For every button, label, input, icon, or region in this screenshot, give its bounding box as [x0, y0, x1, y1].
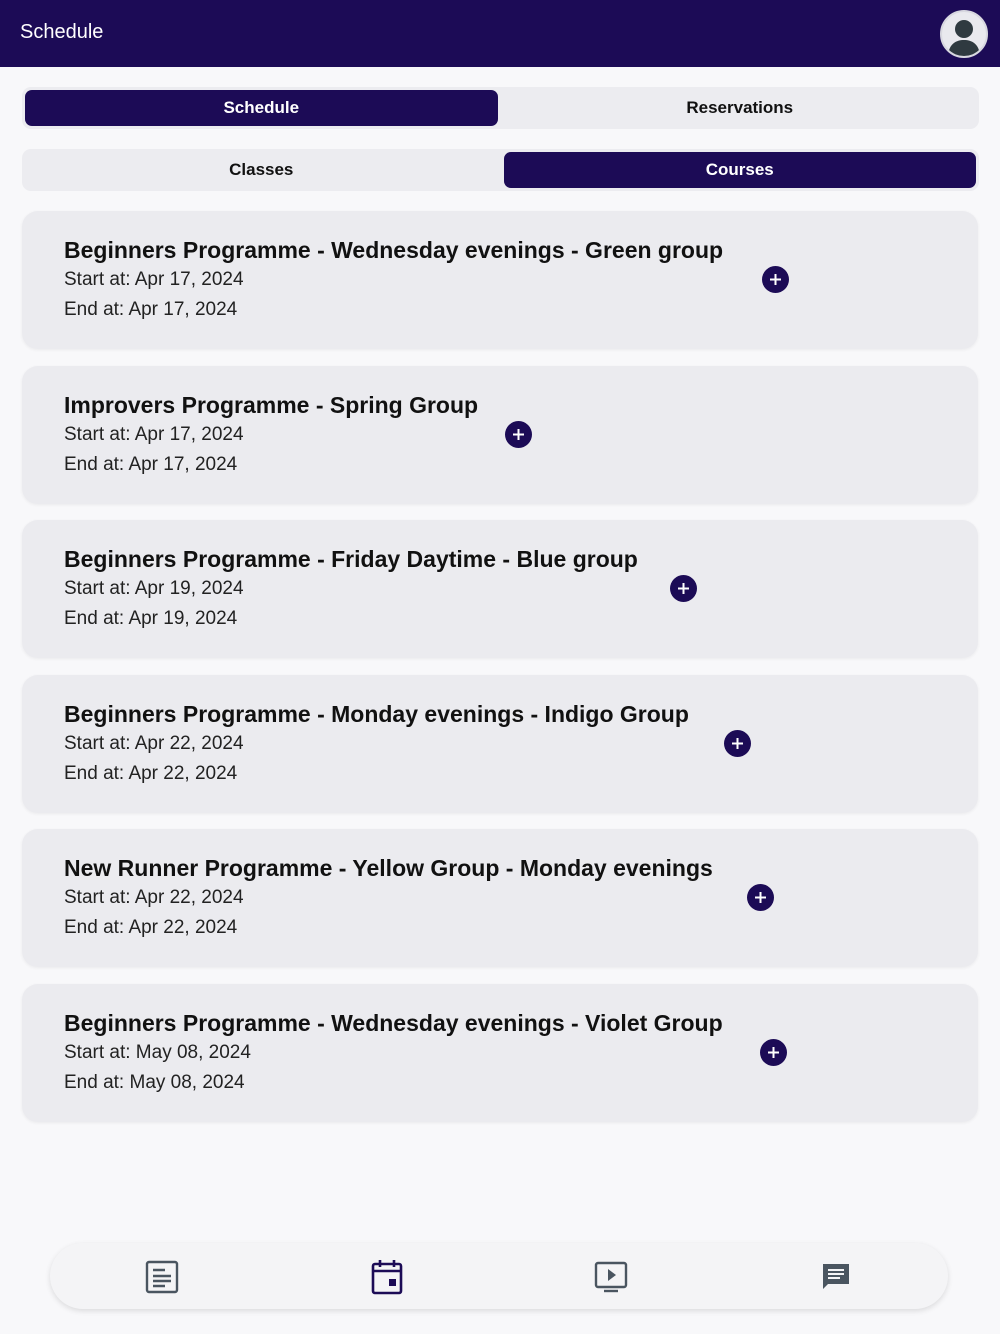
- course-card[interactable]: [22, 675, 978, 813]
- course-end-date: End at: Apr 17, 2024: [64, 453, 238, 475]
- plus-icon: [767, 1046, 780, 1059]
- course-card[interactable]: [22, 829, 978, 967]
- add-course-button[interactable]: [505, 421, 532, 448]
- course-card[interactable]: [22, 984, 978, 1122]
- top-app-bar: [0, 0, 1000, 67]
- document-icon: [145, 1260, 179, 1294]
- course-start-date: Start at: Apr 17, 2024: [64, 269, 244, 290]
- page-title: Schedule: [20, 21, 104, 43]
- nav-messages[interactable]: [818, 1259, 854, 1295]
- course-end-date: End at: Apr 22, 2024: [64, 917, 238, 938]
- plus-icon: [754, 891, 767, 904]
- main-tab-bar: [22, 87, 979, 129]
- course-start-date: Start at: Apr 19, 2024: [64, 578, 244, 599]
- tab-courses[interactable]: Courses: [504, 152, 977, 188]
- user-avatar[interactable]: [940, 10, 988, 58]
- course-start-date: Start at: Apr 22, 2024: [64, 887, 244, 908]
- add-course-button[interactable]: [760, 1039, 787, 1066]
- video-icon: [594, 1261, 628, 1293]
- calendar-icon: [371, 1259, 403, 1295]
- chat-icon: [821, 1262, 851, 1292]
- plus-icon: [769, 273, 782, 286]
- course-start-date: Start at: Apr 22, 2024: [64, 732, 244, 754]
- course-title: New Runner Programme - Yellow Group - Monday evenings: [64, 855, 713, 881]
- course-title: Beginners Programme - Monday evenings - Indigo Group: [64, 700, 689, 727]
- plus-icon: [512, 428, 525, 441]
- course-title: Improvers Programme - Spring Group: [64, 391, 479, 418]
- bottom-navigation: [50, 1243, 948, 1309]
- plus-icon: [677, 582, 690, 595]
- tab-reservations[interactable]: Reservations: [686, 98, 794, 117]
- course-start-date: Start at: Apr 17, 2024: [64, 423, 244, 445]
- add-course-button[interactable]: [747, 884, 774, 911]
- course-list: [22, 211, 978, 1138]
- user-avatar-icon: [942, 12, 988, 58]
- nav-videos[interactable]: [593, 1259, 629, 1295]
- add-course-button[interactable]: [762, 266, 789, 293]
- nav-schedule[interactable]: [369, 1259, 405, 1295]
- course-card[interactable]: [22, 366, 978, 504]
- course-end-date: End at: Apr 17, 2024: [64, 299, 238, 320]
- tab-classes[interactable]: Classes: [229, 160, 294, 179]
- tab-schedule[interactable]: Schedule: [25, 90, 498, 126]
- course-title: Beginners Programme - Wednesday evenings - Green group: [64, 237, 724, 263]
- course-title: Beginners Programme - Friday Daytime - Blue group: [64, 546, 638, 572]
- add-course-button[interactable]: [724, 730, 751, 757]
- course-card[interactable]: [22, 211, 978, 349]
- course-start-date: Start at: May 08, 2024: [64, 1041, 251, 1063]
- course-title: Beginners Programme - Wednesday evenings - Violet Group: [64, 1009, 723, 1036]
- nav-documents[interactable]: [144, 1259, 180, 1295]
- plus-icon: [731, 737, 744, 750]
- course-end-date: End at: Apr 22, 2024: [64, 762, 238, 784]
- add-course-button[interactable]: [670, 575, 697, 602]
- sub-tab-bar: [22, 149, 979, 191]
- course-card[interactable]: [22, 520, 978, 658]
- course-end-date: End at: Apr 19, 2024: [64, 608, 238, 629]
- course-end-date: End at: May 08, 2024: [64, 1071, 245, 1093]
